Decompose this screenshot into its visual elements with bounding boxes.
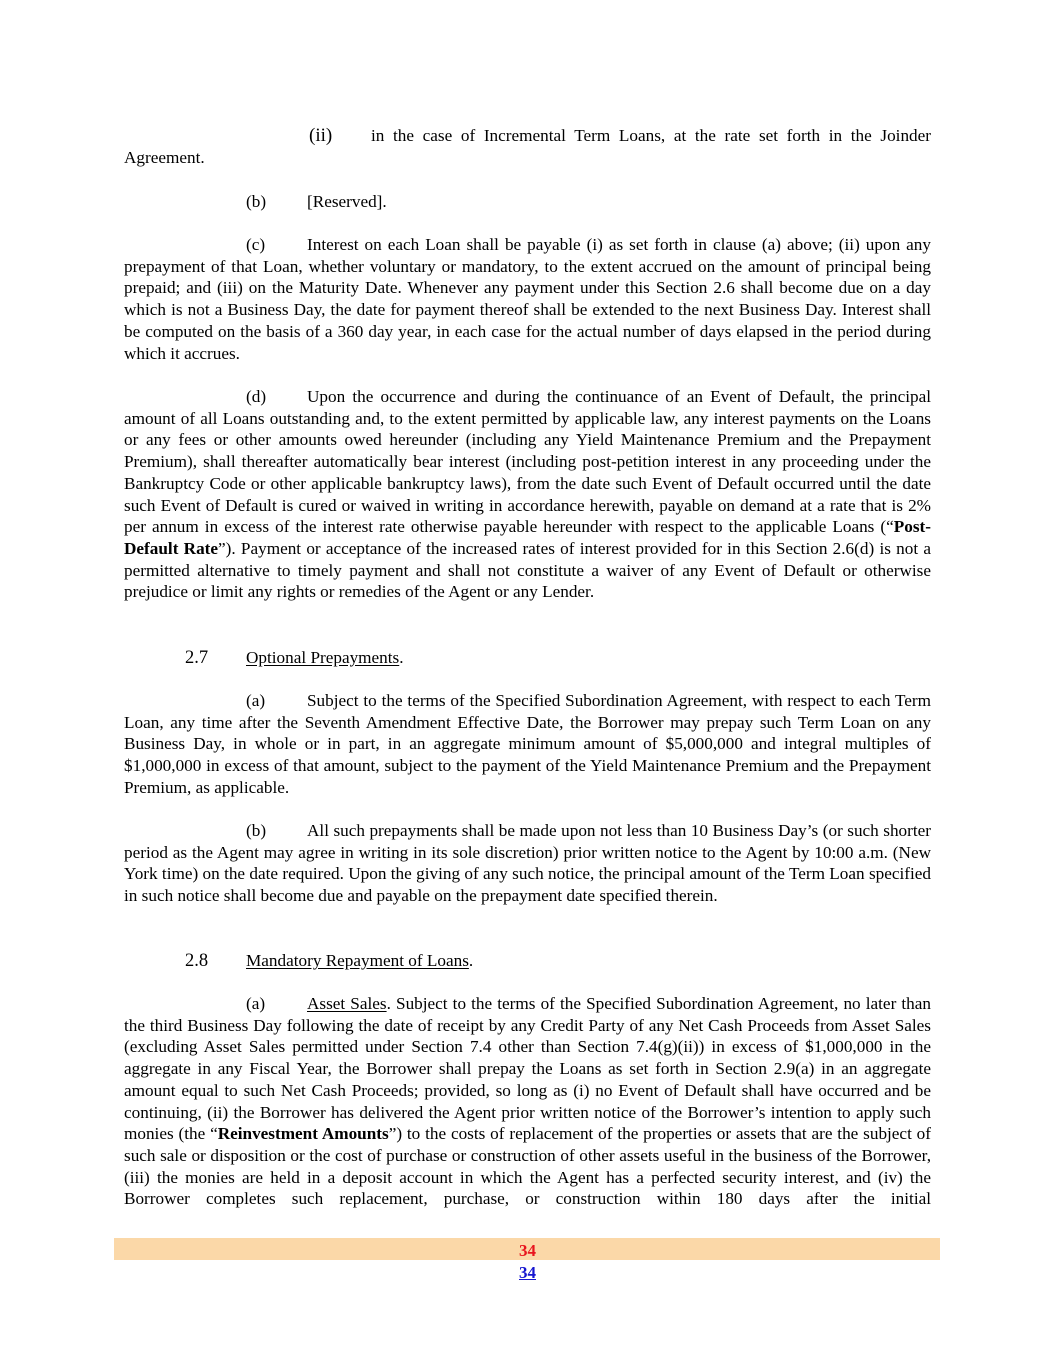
section-2-8-heading	[124, 950, 931, 973]
section-2-7-paragraph-a	[124, 690, 931, 799]
section-2-8-punct: .	[468, 951, 474, 970]
defined-term-reinvestment-amounts: Reinvestment Amounts	[217, 1124, 389, 1144]
paragraph-d-text-2: ”). Payment or acceptance of the increased rates of interest provided for in this Section 2.6(d) is not a permitted alternative to timely payment and shall not constitute a waiver of any Event of Default or otherwise prejudice or limit any rights or remedies of the Agent or any Lender.	[124, 538, 931, 602]
section-2-8-a-text-1: . Subject to the terms of the Specified Subordination Agreement, no later than the third Business Day following the date of receipt by any Credit Party of any Net Cash Proceeds from Asset Sales (excluding Asset Sales permitted under Section 7.4 other than Section 7.4(g)(ii)) in excess of $1,000,000 in the aggregate in any Fiscal Year, the Borrower shall prepay the Loans as set forth in Section 2.9(a) in an aggregate amount equal to such Net Cash Proceeds; provided, so long as (i) no Event of Default shall have occurred and be continuing, (ii) the Borrower has delivered the Agent prior written notice of the Borrower’s intention to apply such monies (the “	[124, 994, 931, 1144]
asset-sales-heading: Asset Sales	[307, 994, 387, 1013]
page-number-red: 34	[519, 1241, 536, 1260]
section-2-8-number: 2.8	[185, 951, 209, 971]
paragraph-ii-label: (ii)	[309, 125, 333, 146]
section-2-7-punct: .	[399, 648, 404, 667]
paragraph-d	[124, 386, 931, 603]
section-2-8-a-text-2: ”) to the costs of replacement of the properties or assets that are the subject of such sale or disposition or the cost of purchase or construction of other assets useful in the business of the Borrower, (iii) the monies are held in a deposit account in which the Agent has a perfected security interest, and (iv) the Borrower completes such replacement, purchase, or construction within 180 days after the initial	[124, 1124, 932, 1209]
paragraph-c-label: (c)	[246, 235, 266, 254]
paragraph-d-text-1: Upon the occurrence and during the continuance of an Event of Default, the principal amount of all Loans outstanding and, to the extent permitted by applicable law, any interest payments on the Loans or any fees or other amounts owed hereunder (including any Yield Maintenance Premium and the Prepayment Premium), shall thereafter automatically bear interest (including post-petition interest in any proceeding under the Bankruptcy Code or other applicable bankruptcy laws), from the date such Event of Default occurred until the date such Event of Default is cured or waived in writing in accordance herewith, payable on demand at a rate that is 2% per annum in excess of the interest rate otherwise payable hereunder with respect to the applicable Loans (“	[124, 387, 931, 537]
section-2-8-a-label: (a)	[246, 994, 266, 1013]
section-2-8-title: Mandatory Repayment of Loans	[246, 951, 469, 970]
section-2-7-number: 2.7	[185, 648, 209, 668]
section-2-7-title: Optional Prepayments	[246, 648, 400, 667]
paragraph-b-label: (b)	[246, 192, 267, 211]
section-2-7-b-text: All such prepayments shall be made upon not less than 10 Business Day’s (or such shorter period as the Agent may agree in writing in its sole discretion) prior written notice to the Agent by 10:00 a.m. (New York time) on the date required. Upon the giving of any such notice, the principal amount of the Term Loan specified in such notice shall become due and payable on the prepayment date specified therein.	[124, 821, 931, 906]
paragraph-ii-text: in the case of Incremental Term Loans, at the rate set forth in the Joinder Agreement.	[124, 126, 931, 167]
paragraph-d-label: (d)	[246, 387, 267, 406]
page-number-link[interactable]: 34	[519, 1263, 536, 1282]
section-2-7-paragraph-b	[124, 820, 931, 907]
defined-term-post-default-rate: Post-Default Rate	[124, 517, 931, 558]
section-2-8-paragraph-a	[124, 993, 931, 1210]
paragraph-c	[124, 234, 931, 364]
section-2-7-heading	[124, 647, 931, 670]
section-2-7-b-label: (b)	[246, 821, 267, 840]
paragraph-b-text: [Reserved].	[307, 192, 387, 211]
paragraph-b-reserved	[124, 191, 931, 213]
section-2-7-a-label: (a)	[246, 691, 266, 710]
section-2-7-a-text: Subject to the terms of the Specified Subordination Agreement, with respect to each Term Loan, any time after the Seventh Amendment Effective Date, the Borrower may prepay such Term Loan on any Business Day, in whole or in part, in an aggregate minimum amount of $5,000,000 and integral multiples of $1,000,000 in excess of that amount, subject to the payment of the Yield Maintenance Premium and the Prepayment Premium, as applicable.	[124, 691, 931, 797]
paragraph-c-text: Interest on each Loan shall be payable (i) as set forth in clause (a) above; (ii) upon any prepayment of that Loan, whether voluntary or mandatory, to the extent accrued on the amount of principal being prepaid; and (iii) on the Maturity Date. Whenever any payment under this Section 2.6 shall become due on a day which is not a Business Day, the date for payment thereof shall be extended to the next Business Day. Interest shall be computed on the basis of a 360 day year, in each case for the actual number of days elapsed in the period during which it accrues.	[124, 235, 931, 363]
paragraph-ii	[124, 125, 931, 168]
